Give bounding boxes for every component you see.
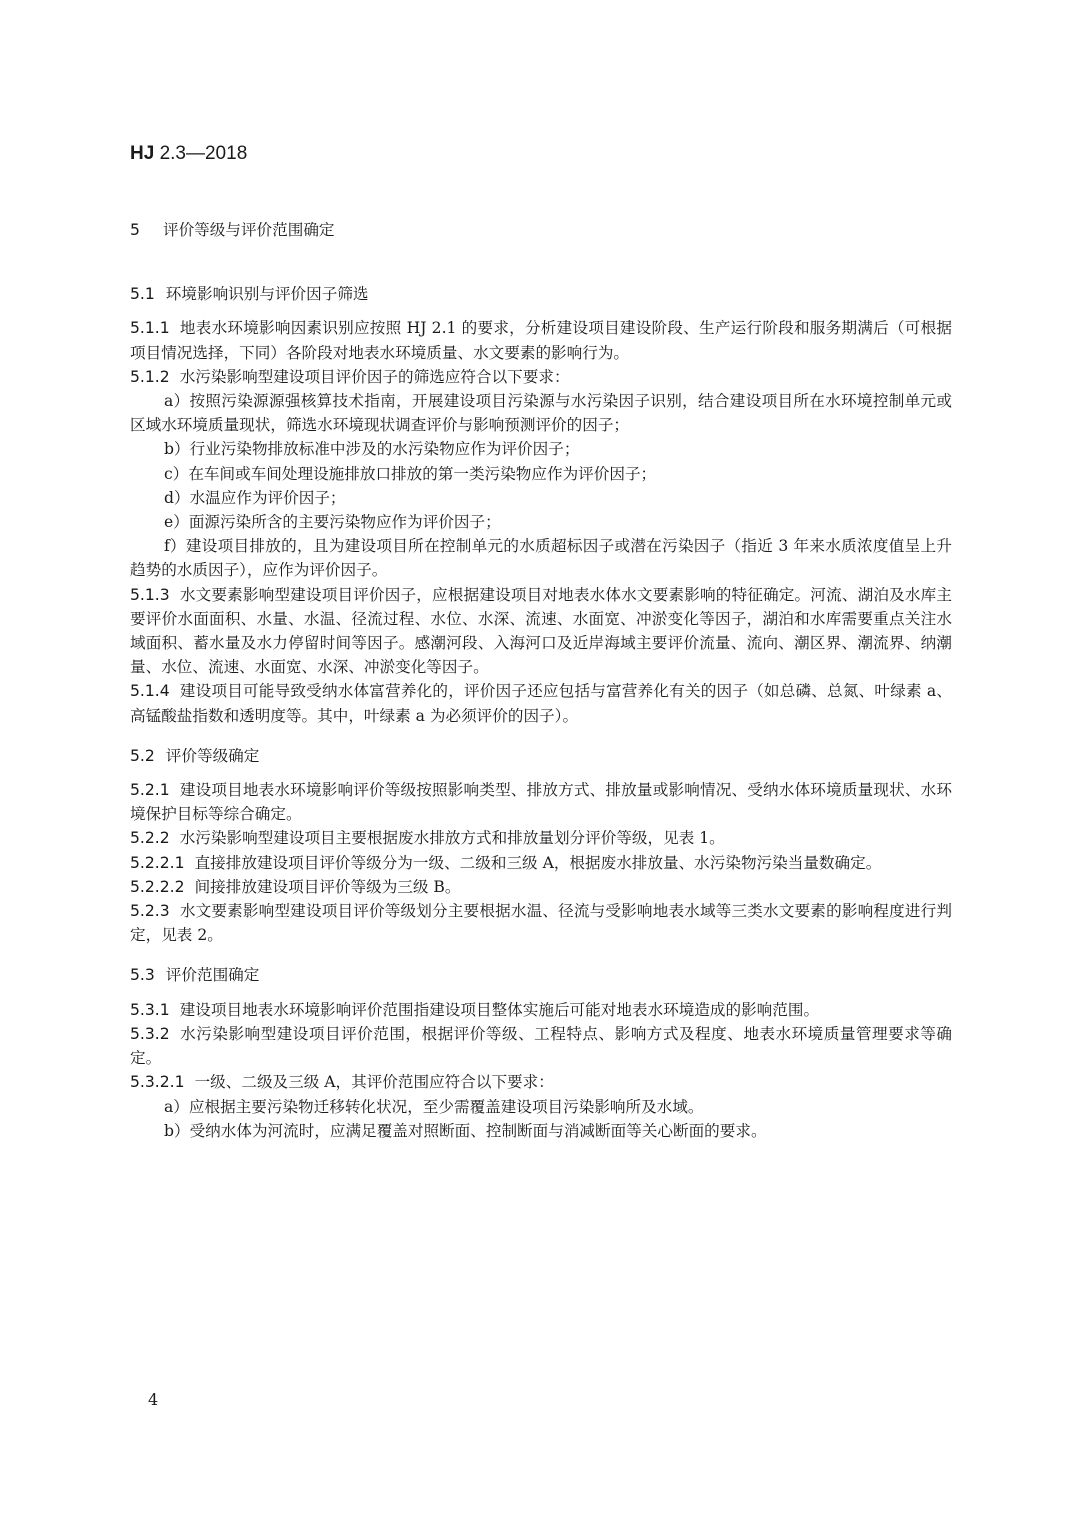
clause-text: 水污染影响型建设项目主要根据废水排放方式和排放量划分评价等级，见表 1。 <box>179 829 725 848</box>
clause-5-1-3 <box>130 583 952 680</box>
clause-text: 水文要素影响型建设项目评价因子，应根据建设项目对地表水体水文要素影响的特征确定。河流、湖泊及水库主要评价水面面积、水量、水温、径流过程、水位、水深、流速、水面宽、冲淤变化等因子，湖泊和水库需要重点关注水域面积、蓄水量及水力停留时间等因子。感潮河段、入海河口及近岸海域主要评价流量、流向、潮区界、潮流界、纳潮量、水位、流速、水面宽、水深、冲淤变化等因子。 <box>130 585 952 677</box>
clause-text: 间接排放建设项目评价等级为三级 B。 <box>194 877 461 896</box>
subsection-heading-5-2 <box>130 744 952 768</box>
clause-number: 5.1.2 <box>130 367 170 386</box>
list-item-a: a）应根据主要污染物迁移转化状况，至少需覆盖建设项目污染影响所及水域。 <box>164 1097 704 1116</box>
document-body <box>130 218 952 1143</box>
subsection-number: 5.2 <box>130 746 155 765</box>
clause-5-2-2-1 <box>130 851 952 875</box>
clause-5-2-3 <box>130 899 952 947</box>
subsection-number: 5.1 <box>130 285 155 304</box>
clause-5-2-2-2 <box>130 875 952 899</box>
list-item-f: f）建设项目排放的，且为建设项目所在控制单元的水质超标因子或潜在污染因子（指近 3 年来水质浓度值呈上升趋势的水质因子），应作为评价因子。 <box>130 537 952 580</box>
subsection-title: 评价范围确定 <box>165 966 260 985</box>
clause-5-1-4 <box>130 679 952 727</box>
page-number: 4 <box>148 1390 159 1409</box>
clause-number: 5.3.2 <box>130 1024 170 1043</box>
clause-text: 建设项目地表水环境影响评价范围指建设项目整体实施后可能对地表水环境造成的影响范围。 <box>179 1000 820 1019</box>
list-item-b: b）受纳水体为河流时，应满足覆盖对照断面、控制断面与消减断面等关心断面的要求。 <box>164 1121 767 1140</box>
clause-number: 5.1.1 <box>130 319 170 338</box>
list-item-e: e）面源污染所含的主要污染物应作为评价因子； <box>164 513 501 532</box>
subsection-heading-5-1 <box>130 282 952 306</box>
subsection-heading-5-3 <box>130 963 952 987</box>
subsection-title: 环境影响识别与评价因子筛选 <box>165 285 369 304</box>
clause-5-2-2 <box>130 826 952 850</box>
clause-number: 5.1.3 <box>130 585 170 604</box>
section-number: 5 <box>130 221 140 239</box>
list-item-a: a）按照污染源源强核算技术指南，开展建设项目污染源与水污染因子识别，结合建设项目所在水环境控制单元或区域水环境质量现状，筛选水环境现状调查评价与影响预测评价的因子； <box>130 392 952 435</box>
clause-5-3-2 <box>130 1022 952 1070</box>
clause-text: 一级、二级及三级 A，其评价范围应符合以下要求： <box>194 1073 554 1092</box>
clause-text: 水文要素影响型建设项目评价等级划分主要根据水温、径流与受影响地表水域等三类水文要素的影响程度进行判定，见表 2。 <box>130 902 952 945</box>
section-title: 评价等级与评价范围确定 <box>162 221 335 239</box>
clause-text: 直接排放建设项目评价等级分为一级、二级和三级 A，根据废水排放量、水污染物污染当量数确定。 <box>194 853 882 872</box>
clause-5-3-2-1 <box>130 1070 952 1094</box>
document-code <box>130 143 247 165</box>
clause-number: 5.2.1 <box>130 781 170 800</box>
clause-text: 地表水环境影响因素识别应按照 HJ 2.1 的要求，分析建设项目建设阶段、生产运行阶段和服务期满后（可根据项目情况选择，下同）各阶段对地表水环境质量、水文要素的影响行为。 <box>130 319 952 362</box>
clause-number: 5.1.4 <box>130 682 170 701</box>
clause-number: 5.3.2.1 <box>130 1073 185 1092</box>
clause-text: 水污染影响型建设项目评价范围，根据评价等级、工程特点、影响方式及程度、地表水环境质量管理要求等确定。 <box>130 1024 952 1068</box>
subsection-title: 评价等级确定 <box>165 746 260 765</box>
clause-5-2-1 <box>130 778 952 826</box>
section-heading <box>130 218 952 242</box>
clause-number: 5.3.1 <box>130 1000 170 1019</box>
clause-number: 5.2.2.2 <box>130 877 185 896</box>
clause-5-1-1 <box>130 316 952 364</box>
list-item-d: d）水温应作为评价因子； <box>164 488 346 507</box>
clause-number: 5.2.3 <box>130 902 170 921</box>
clause-text: 建设项目地表水环境影响评价等级按照影响类型、排放方式、排放量或影响情况、受纳水体环境质量现状、水环境保护目标等综合确定。 <box>130 781 952 824</box>
standard-prefix: HJ <box>130 143 155 164</box>
list-item-b: b）行业污染物排放标准中涉及的水污染物应作为评价因子； <box>164 440 580 459</box>
standard-number: 2.3—2018 <box>159 143 248 164</box>
subsection-number: 5.3 <box>130 966 155 985</box>
clause-5-3-1 <box>130 998 952 1022</box>
clause-5-1-2 <box>130 365 952 389</box>
list-item-c: c）在车间或车间处理设施排放口排放的第一类污染物应作为评价因子； <box>164 464 657 483</box>
clause-number: 5.2.2.1 <box>130 853 185 872</box>
clause-text: 建设项目可能导致受纳水体富营养化的，评价因子还应包括与富营养化有关的因子（如总磷、总氮、叶绿素 a、高锰酸盐指数和透明度等。其中，叶绿素 a 为必须评价的因子）。 <box>130 682 952 725</box>
clause-text: 水污染影响型建设项目评价因子的筛选应符合以下要求： <box>179 367 570 386</box>
clause-number: 5.2.2 <box>130 829 170 848</box>
